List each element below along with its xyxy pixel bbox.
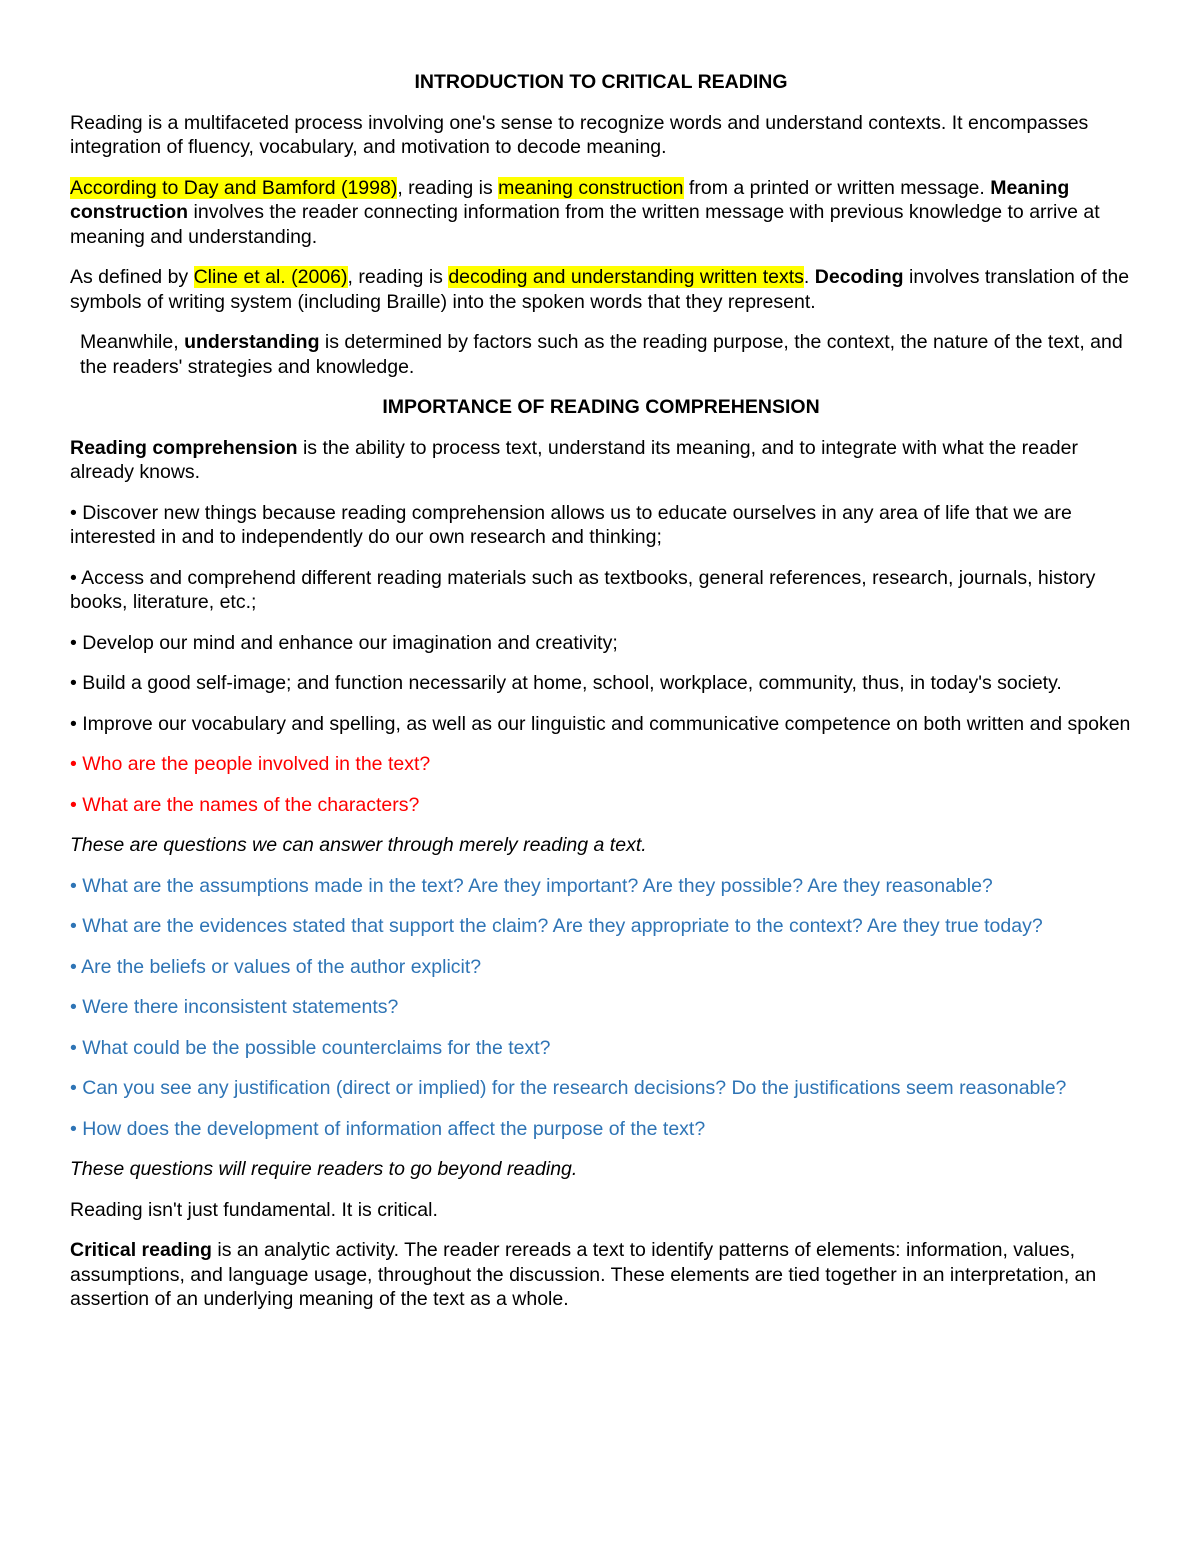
highlight-decoding-understanding: decoding and understanding written texts xyxy=(448,266,804,288)
question-development: • How does the development of information affect the purpose of the text? xyxy=(70,1117,706,1140)
highlight-cline: Cline et al. (2006) xyxy=(193,266,348,288)
paragraph-cline xyxy=(70,265,1132,314)
text-segment: is determined by factors such as the reading purpose, the context, the nature of the text, and the readers' strategies and knowledge. xyxy=(80,331,1123,378)
question-justification: • Can you see any justification (direct or implied) for the research decisions? Do the justifications seem reasonable? xyxy=(70,1077,1067,1099)
paragraph-critical-statement: Reading isn't just fundamental. It is critical. xyxy=(70,1198,438,1221)
question-assumptions: • What are the assumptions made in the text? Are they important? Are they possible? Are they reasonable? xyxy=(70,874,993,897)
paragraph-day-bamford xyxy=(70,176,1132,250)
bullet-self-image: • Build a good self-image; and function necessarily at home, school, workplace, community, thus, in today's society. xyxy=(70,672,1062,694)
question-inconsistent: • Were there inconsistent statements? xyxy=(70,996,399,1018)
term-understanding: understanding xyxy=(184,331,320,353)
heading-introduction: INTRODUCTION TO CRITICAL READING xyxy=(414,71,788,93)
question-character-names: • What are the names of the characters? xyxy=(70,793,420,816)
text-segment: involves translation of the symbols of writing system (including Braille) into the spoken words that they represent. xyxy=(70,266,1130,313)
text-segment: from a printed or written message. xyxy=(683,176,991,199)
heading-importance: IMPORTANCE OF READING COMPREHENSION xyxy=(382,396,820,418)
question-people-involved: • Who are the people involved in the text? xyxy=(70,753,431,775)
text-segment: As defined by xyxy=(70,266,194,288)
paragraph-reading-comprehension xyxy=(70,436,1132,485)
bullet-discover: • Discover new things because reading comprehension allows us to educate ourselves in any area of life that we are interested in and to independently do our own research and thinking; xyxy=(70,501,1072,548)
text-segment: , reading is xyxy=(397,176,499,199)
text-segment: . xyxy=(803,266,815,288)
question-counterclaims: • What could be the possible counterclaims for the text? xyxy=(70,1036,551,1059)
term-decoding: Decoding xyxy=(814,266,904,288)
text-segment: , reading is xyxy=(347,266,449,288)
highlight-day-bamford: According to Day and Bamford (1998) xyxy=(70,176,398,199)
text-segment: Meanwhile, xyxy=(80,331,185,353)
term-critical-reading: Critical reading xyxy=(70,1239,212,1261)
bullet-access: • Access and comprehend different reading materials such as textbooks, general references, research, journals, history books, literature, etc.; xyxy=(70,566,1096,613)
bullet-vocabulary: • Improve our vocabulary and spelling, as well as our linguistic and communicative competence on both written and spoken xyxy=(70,712,1131,735)
highlight-meaning-construction: meaning construction xyxy=(498,176,684,199)
question-evidences: • What are the evidences stated that support the claim? Are they appropriate to the context? Are they true today? xyxy=(70,915,1043,937)
note-critical-questions: These questions will require readers to go beyond reading. xyxy=(70,1158,578,1180)
paragraph-understanding xyxy=(70,330,1132,379)
question-beliefs: • Are the beliefs or values of the author explicit? xyxy=(70,955,482,978)
bullet-develop: • Develop our mind and enhance our imagination and creativity; xyxy=(70,631,618,654)
document-page xyxy=(70,70,1132,1328)
term-reading-comprehension: Reading comprehension xyxy=(70,436,298,459)
paragraph-critical-reading xyxy=(70,1238,1132,1312)
note-literal-questions: These are questions we can answer through merely reading a text. xyxy=(70,834,647,856)
text-segment: involves the reader connecting information from the written message with previous knowledge to arrive at meaning and understanding. xyxy=(70,201,1100,248)
term-meaning-construction: Meaning construction xyxy=(70,176,1070,223)
text-segment: is the ability to process text, understand its meaning, and to integrate with what the reader already knows. xyxy=(70,436,1078,483)
text-segment: is an analytic activity. The reader rereads a text to identify patterns of elements: information, values, assumptions, and language usage, throughout the discussion. These elements are tied together in an interpretation, an assertion of an underlying meaning of the text as a whole. xyxy=(70,1239,1097,1310)
paragraph-reading-definition: Reading is a multifaceted process involving one's sense to recognize words and understand contexts. It encompasses integration of fluency, vocabulary, and motivation to decode meaning. xyxy=(70,111,1089,158)
